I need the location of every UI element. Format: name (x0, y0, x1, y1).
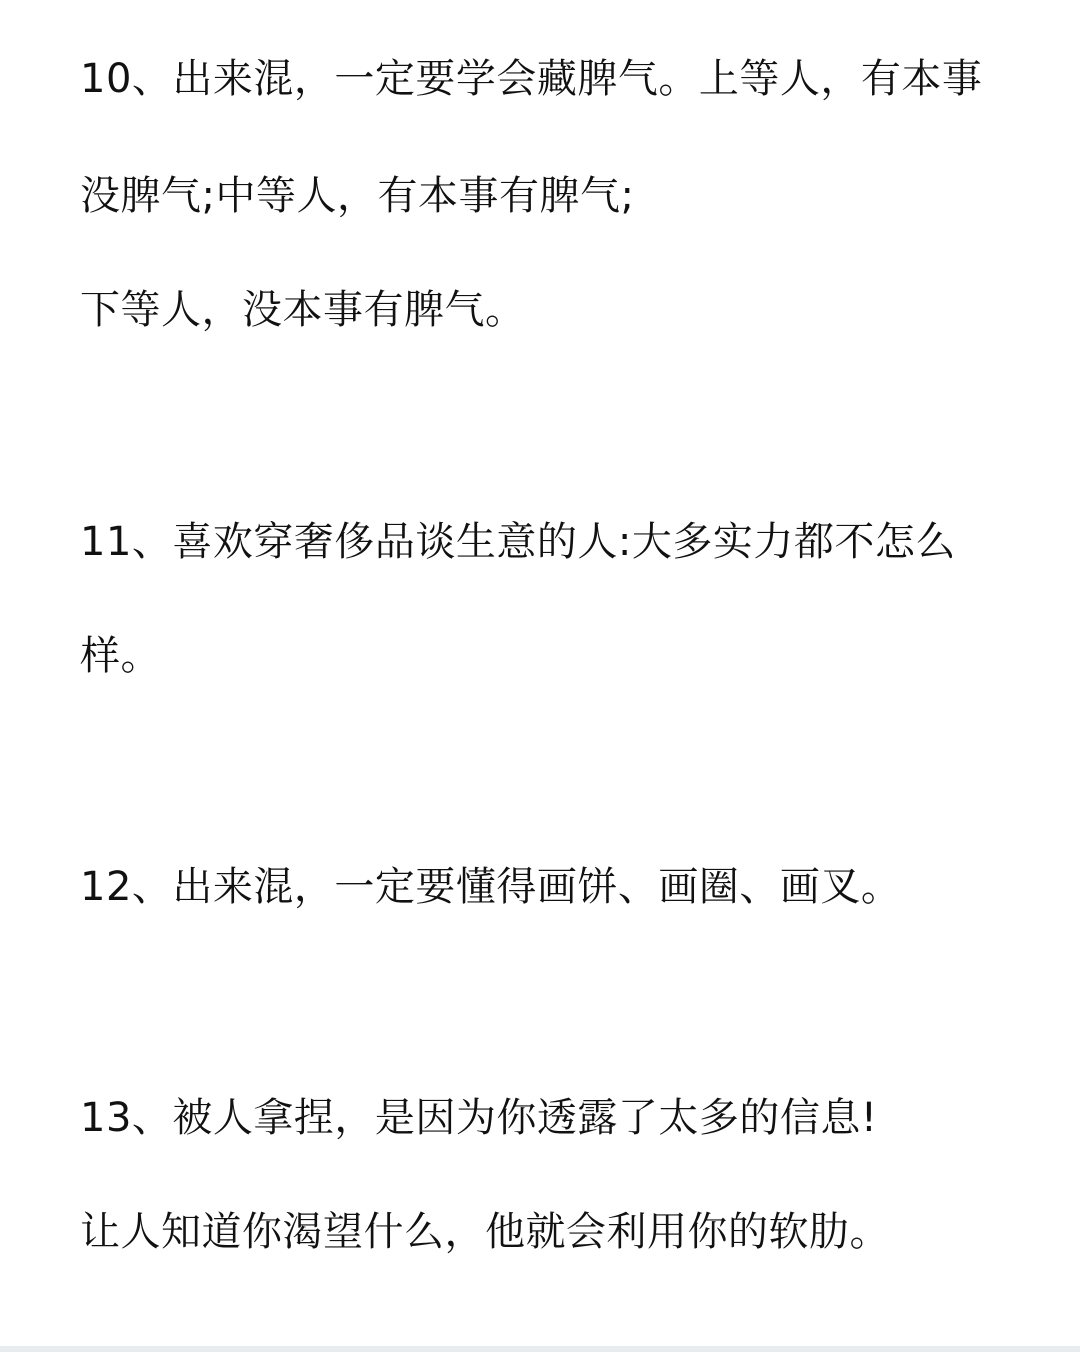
item-13-line-2: 让人知道你渴望什么，他就会利用你的软肋。 (80, 1209, 890, 1255)
item-12-line-1: 12、出来混，一定要懂得画饼、画圈、画叉。 (80, 864, 902, 910)
bottom-divider (0, 1346, 1080, 1352)
item-11-line-1: 11、喜欢穿奢侈品谈生意的人:大多实力都不怎么 (80, 519, 956, 565)
item-10-line-2: 没脾气;中等人，有本事有脾气; (80, 173, 635, 219)
item-10-line-3: 下等人，没本事有脾气。 (80, 287, 526, 333)
item-11-line-2: 样。 (80, 633, 161, 679)
item-13-line-1: 13、被人拿捏，是因为你透露了太多的信息! (80, 1095, 878, 1141)
item-10-line-1: 10、出来混，一定要学会藏脾气。上等人，有本事 (80, 56, 983, 102)
